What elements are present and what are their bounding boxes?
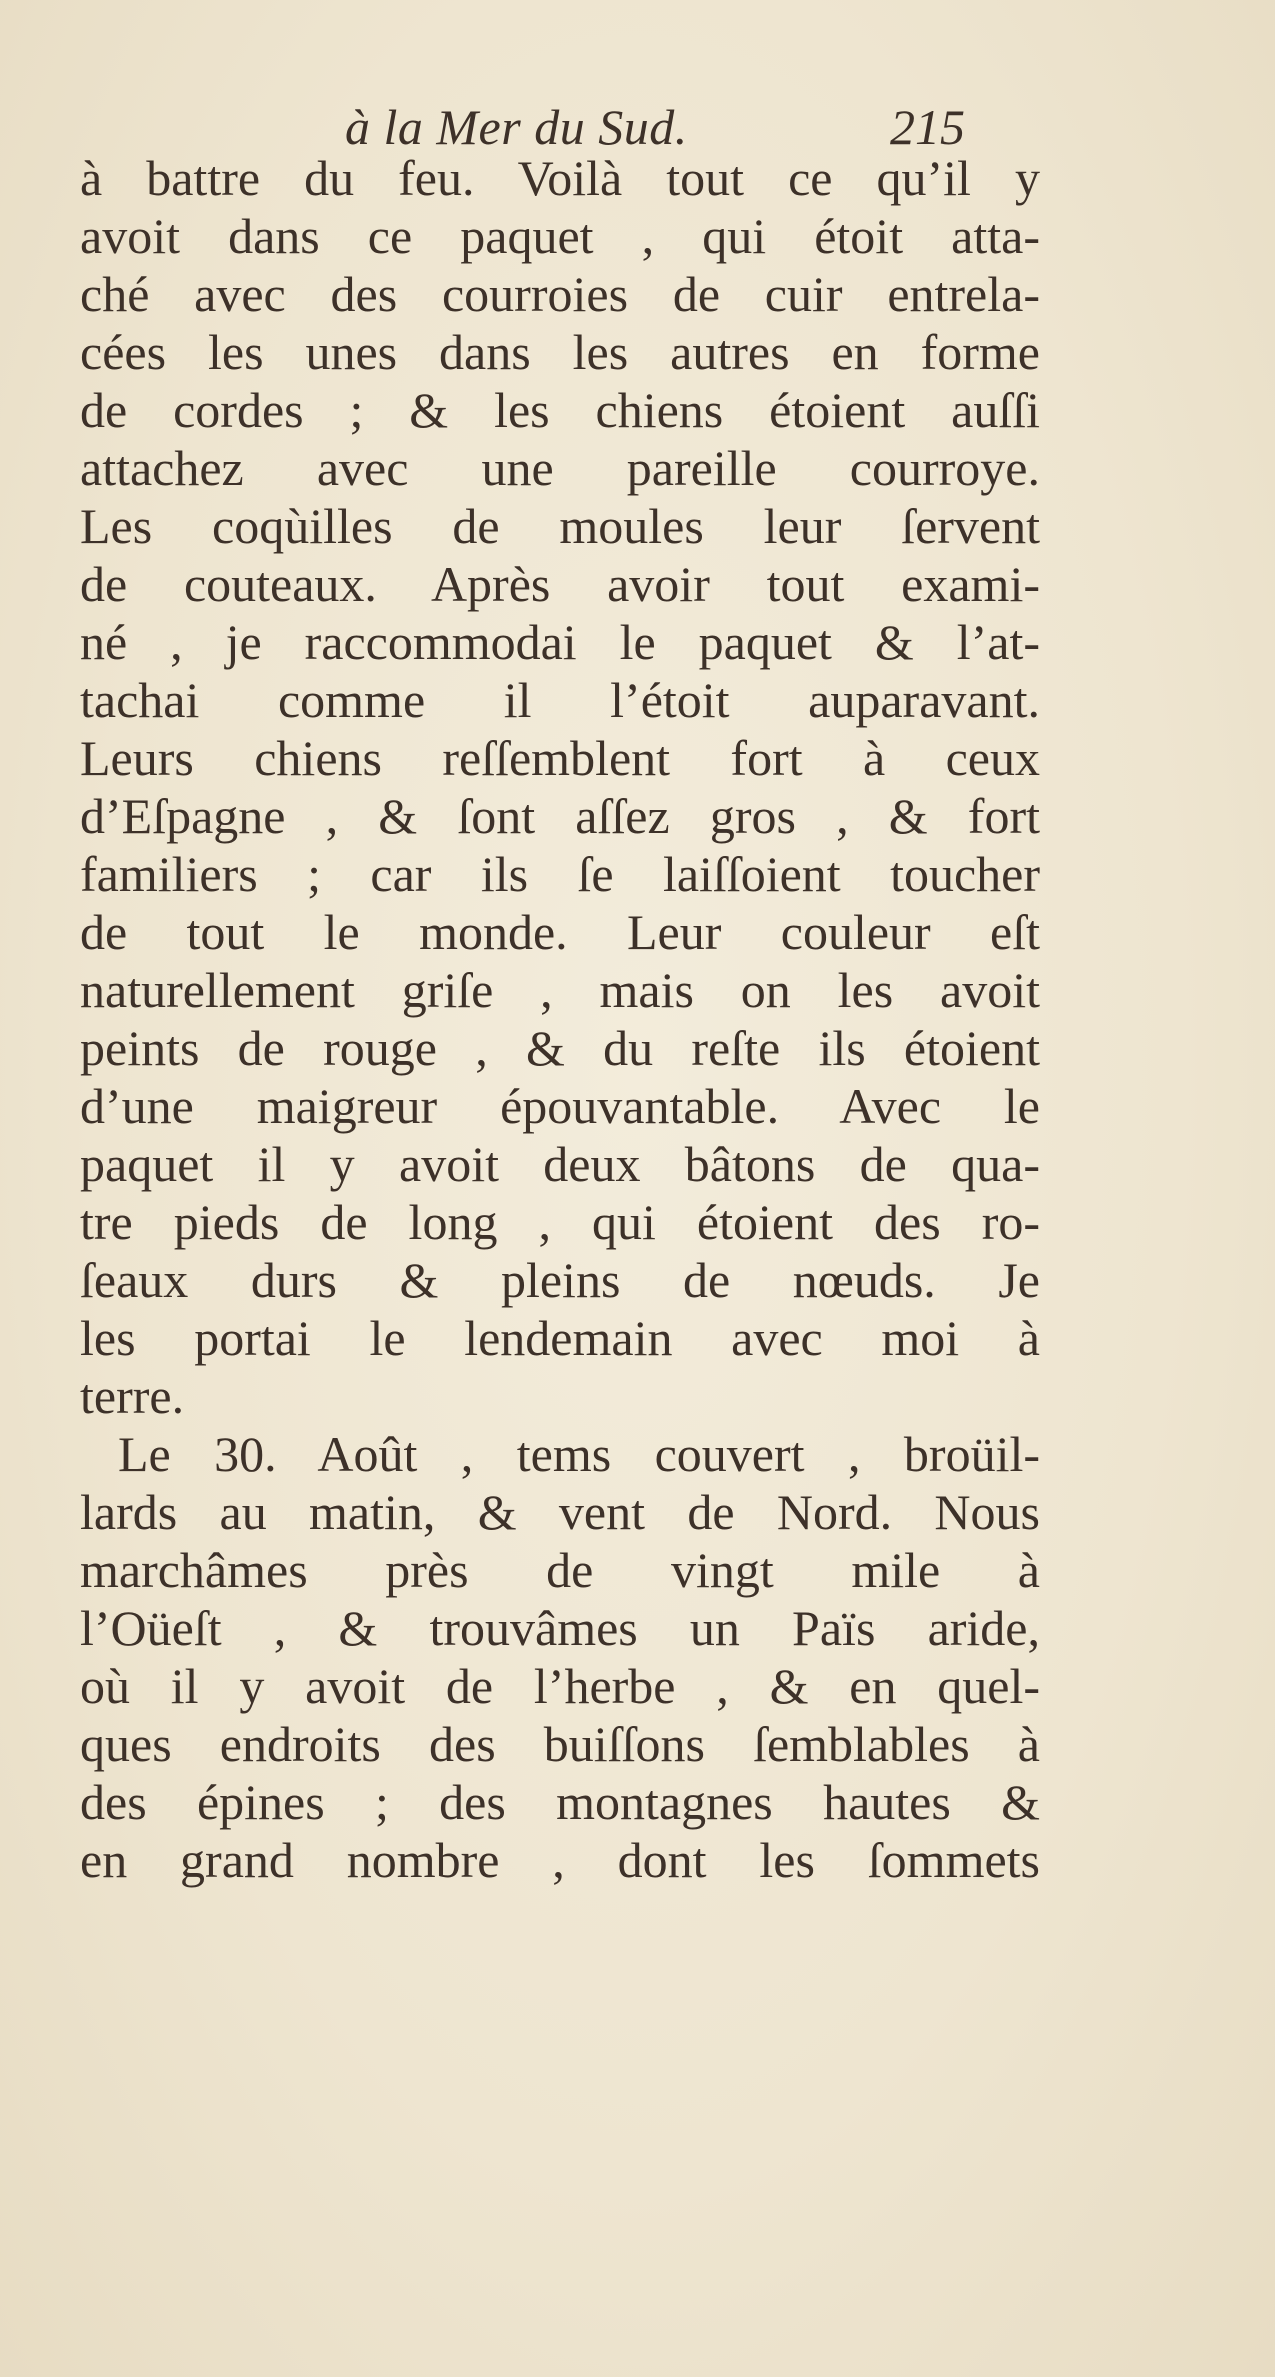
text-line: ſeaux durs & pleins de nœuds. Je [80,1252,1040,1308]
text-line: à battre du feu. Voilà tout ce qu’il y [80,150,1040,206]
text-line: lards au matin, & vent de Nord. Nous [80,1484,1040,1540]
text-line: de couteaux. Après avoir tout exami- [80,556,1040,612]
text-line: l’Oüeſt , & trouvâmes un Païs aride, [80,1600,1040,1656]
text-line: attachez avec une pareille courroye. [80,440,1040,496]
text-line: avoit dans ce paquet , qui étoit atta- [80,208,1040,264]
text-line: où il y avoit de l’herbe , & en quel- [80,1658,1040,1714]
text-line: de cordes ; & les chiens étoient auſſi [80,382,1040,438]
text-line: peints de rouge , & du reſte ils étoient [80,1020,1040,1076]
text-line: des épines ; des montagnes hautes & [80,1774,1040,1830]
paragraph-end-line: terre. [80,1368,185,1424]
text-line: familiers ; car ils ſe laiſſoient toucher [80,846,1040,902]
text-line: ques endroits des buiſſons ſemblables à [80,1716,1040,1772]
text-line: naturellement griſe , mais on les avoit [80,962,1040,1018]
text-line: Leurs chiens reſſemblent fort à ceux [80,730,1040,786]
text-line: d’une maigreur épouvantable. Avec le [80,1078,1040,1134]
text-line: tre pieds de long , qui étoient des ro- [80,1194,1040,1250]
text-line: en grand nombre , dont les ſommets [80,1832,1040,1888]
page-number: 215 [890,99,965,155]
text-line: Les coqùilles de moules leur ſervent [80,498,1040,554]
text-line: marchâmes près de vingt mile à [80,1542,1040,1598]
text-line: de tout le monde. Leur couleur eſt [80,904,1040,960]
running-title: à la Mer du Sud. [345,99,688,155]
paragraph-start-line: Le 30. Août , tems couvert , broüil- [118,1426,1040,1482]
text-line: tachai comme il l’étoit auparavant. [80,672,1040,728]
text-line: né , je raccommodai le paquet & l’at- [80,614,1040,670]
text-line: les portai le lendemain avec moi à [80,1310,1040,1366]
text-line: ché avec des courroies de cuir entrela- [80,266,1040,322]
text-line: cées les unes dans les autres en forme [80,324,1040,380]
text-line: paquet il y avoit deux bâtons de qua- [80,1136,1040,1192]
text-line: d’Eſpagne , & ſont aſſez gros , & fort [80,788,1040,844]
